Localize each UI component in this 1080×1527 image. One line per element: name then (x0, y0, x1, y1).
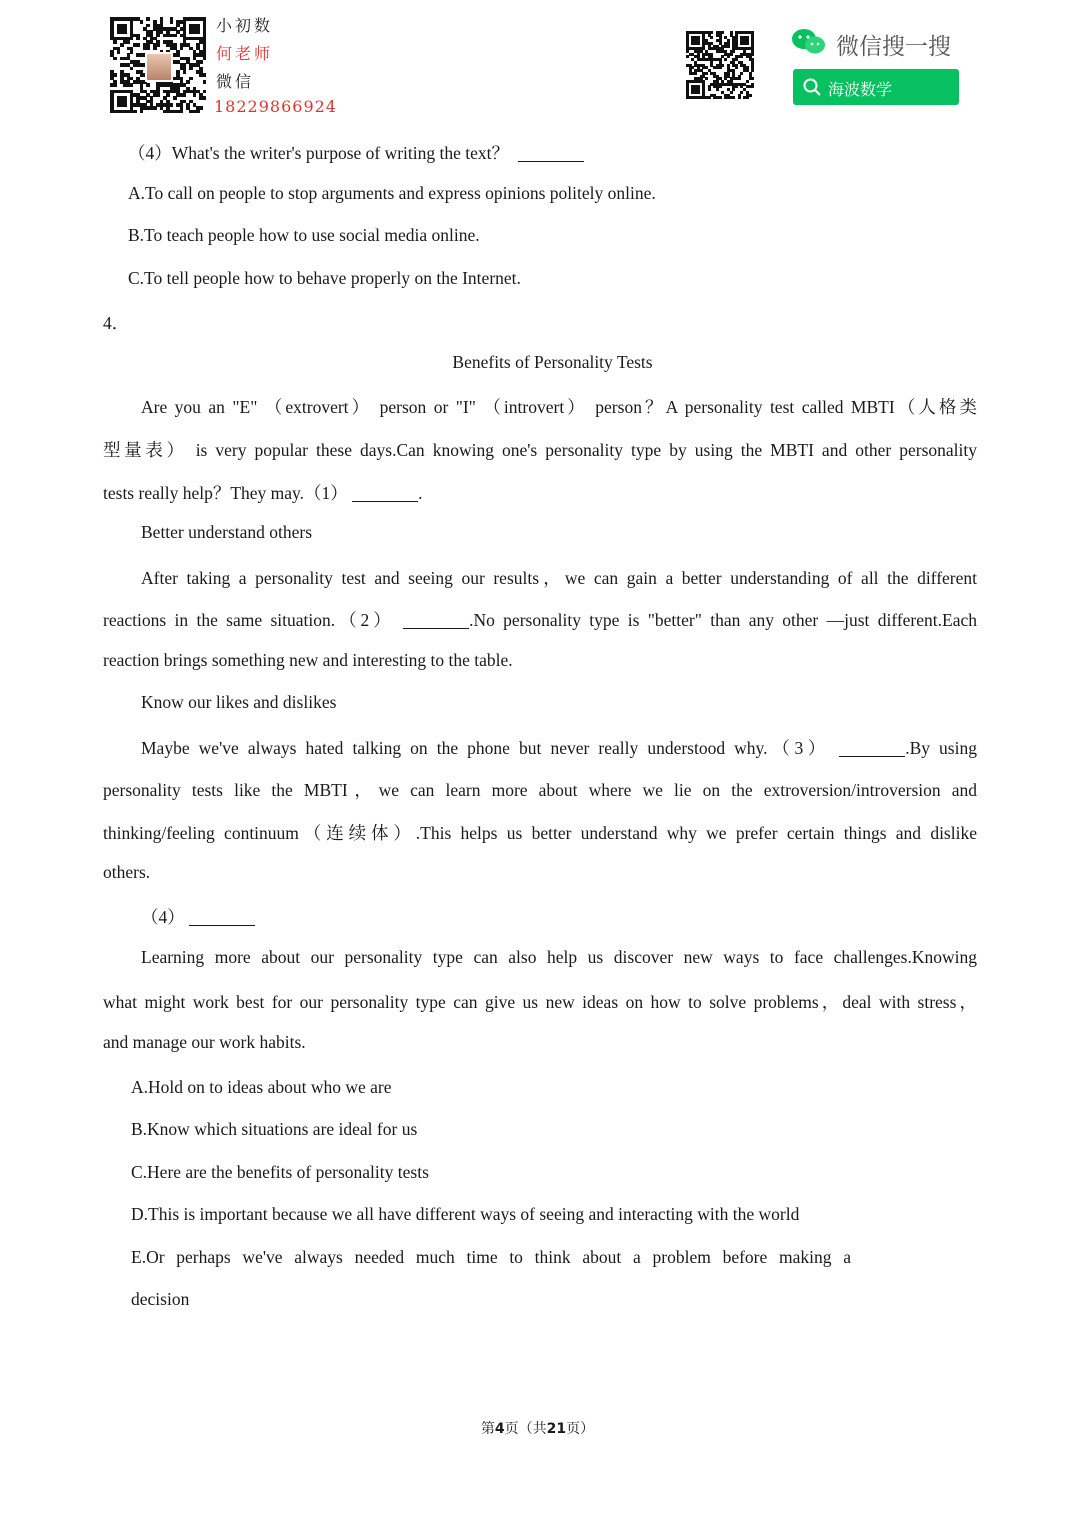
qr-module (136, 37, 140, 41)
passage-title: Benefits of Personality Tests (452, 352, 653, 372)
qr-module (203, 73, 207, 77)
qr-module (719, 66, 722, 69)
contact-line-3: 微信 (216, 72, 255, 91)
qr-module (170, 20, 174, 24)
p1-line2: 型量表） is very popular these days.Can knowing one's personality type by using the MBTI and other personality (103, 440, 977, 460)
qr-module (189, 67, 193, 71)
qr-module (732, 88, 735, 91)
qr-module (751, 69, 754, 72)
qr-module (196, 110, 200, 114)
qr-module (123, 30, 127, 34)
qr-module (170, 103, 174, 107)
qr-module (710, 36, 713, 39)
qr-module (730, 53, 733, 56)
qr-module (133, 110, 137, 114)
qr-module (719, 85, 722, 88)
qr-module (730, 91, 733, 94)
q3-option-c: C.To tell people how to behave properly on the Internet. (128, 268, 521, 288)
qr-module (186, 80, 190, 84)
qr-module (705, 77, 708, 80)
qr-module (740, 91, 743, 94)
qr-module (735, 85, 738, 88)
heading-likes-dislikes: Know our likes and dislikes (141, 692, 337, 712)
wechat-logo-icon (791, 27, 827, 57)
p4-line2: what might work best for our personality type can give us new ideas on how to solve problems，deal with stress， (103, 992, 977, 1012)
qr-module (146, 24, 150, 28)
qr-module (136, 43, 140, 47)
qr-module (719, 96, 722, 99)
p2-line2: reactions in the same situation.（2） .No personality type is "better" than any other —just different.Each (103, 610, 977, 630)
teacher-photo (145, 52, 173, 82)
qr-module (721, 31, 724, 34)
qr-module (193, 93, 197, 97)
qr-module (180, 110, 184, 114)
q4-option-c: C.Here are the benefits of personality tests (131, 1162, 429, 1182)
qr-module (130, 67, 134, 71)
p3-line4: others. (103, 862, 151, 882)
search-icon (803, 78, 821, 100)
qr-module (697, 42, 700, 45)
qr-module (189, 77, 193, 81)
qr-module (721, 64, 724, 67)
qr-module (140, 110, 144, 114)
qr-module (727, 45, 730, 48)
qr-module (751, 77, 754, 80)
qr-module (751, 53, 754, 56)
qr-module (113, 40, 117, 44)
p1-line3: tests really help？They may.（1） . (103, 483, 423, 503)
p2-line3: reaction brings something new and interesting to the table. (103, 650, 513, 670)
q3-option-b: B.To teach people how to use social media online. (128, 225, 480, 245)
qr-module (156, 93, 160, 97)
qr-module (173, 34, 177, 38)
p3-line3: thinking/feeling continuum（连续体）.This helps us better understand why we prefer certain things and dislike (103, 823, 977, 843)
qr-module (740, 55, 743, 58)
qr-module (180, 47, 184, 51)
p3-line1: Maybe we've always hated talking on the phone but never really understood why.（3） .By using (141, 738, 977, 758)
qr-module (738, 96, 741, 99)
qr-module (716, 88, 719, 91)
q4-option-a: A.Hold on to ideas about who we are (131, 1077, 392, 1097)
qr-module (130, 83, 134, 87)
qr-module (697, 91, 700, 94)
p2-line1: After taking a personality test and seeing our results，we can gain a better understanding of all the different (141, 568, 977, 588)
wechat-search-title: 微信搜一搜 (836, 34, 951, 60)
qr-module (153, 47, 157, 51)
search-button-label: 海波数学 (828, 80, 893, 99)
p4-line3: and manage our work habits. (103, 1032, 306, 1052)
heading-better-understand: Better understand others (141, 522, 313, 542)
qr-module (146, 47, 150, 51)
heading-4: （4） (141, 904, 255, 929)
qr-module (113, 73, 117, 77)
qr-module (156, 43, 160, 47)
q3-part4-question: （4）What's the writer's purpose of writing the text？ (128, 140, 584, 165)
qr-module (708, 88, 711, 91)
qr-module (156, 34, 160, 38)
qr-module (120, 43, 124, 47)
qr-module (117, 50, 121, 54)
qr-module (130, 50, 134, 54)
qr-module (183, 70, 187, 74)
qr-module (738, 77, 741, 80)
qr-module (140, 20, 144, 24)
answer-blank-1[interactable] (352, 484, 418, 502)
wechat-search-button[interactable] (793, 69, 959, 105)
qr-module (123, 103, 127, 107)
qr-module (727, 55, 730, 58)
qr-module (173, 96, 177, 100)
q3-option-a: A.To call on people to stop arguments and express opinions politely online. (128, 183, 656, 203)
qr-module (686, 55, 689, 58)
qr-module (127, 40, 131, 44)
qr-module (746, 80, 749, 83)
p4-line1: Learning more about our personality type can also help us discover new ways to face challenges.Knowing (141, 947, 977, 967)
qr-module (710, 31, 713, 34)
q4-option-e-line2: decision (131, 1289, 190, 1309)
qr-module (732, 50, 735, 53)
answer-blank-2[interactable] (403, 611, 469, 629)
qr-module (146, 83, 150, 87)
q4-option-d: D.This is important because we all have different ways of seeing and interacting with the world (131, 1204, 800, 1224)
qr-module (130, 37, 134, 41)
p3-line2: personality tests like the MBTI，we can learn more about where we lie on the extroversion/introversion and (103, 780, 977, 800)
qr-module (146, 17, 150, 21)
qr-module (751, 85, 754, 88)
qr-module (196, 30, 200, 34)
qr-module (708, 96, 711, 99)
answer-blank[interactable] (518, 144, 584, 162)
qr-module (749, 94, 752, 97)
p1-line1: Are you an "E" （extrovert） person or "I" （introvert） person？A personality test called MBTI（人格类 (141, 397, 977, 417)
qr-module (203, 96, 207, 100)
qr-module (746, 42, 749, 45)
contact-line-2: 何老师 (216, 44, 274, 63)
qr-module (732, 96, 735, 99)
qr-module (113, 83, 117, 87)
qr-module (746, 96, 749, 99)
q4-option-b: B.Know which situations are ideal for us (131, 1119, 418, 1139)
qr-module (153, 106, 157, 110)
qr-module (694, 72, 697, 75)
answer-blank-4[interactable] (189, 908, 255, 926)
qr-module (199, 106, 203, 110)
qr-code-wechat (686, 31, 754, 99)
contact-line-1: 小初数 (216, 16, 274, 35)
qr-module (203, 80, 207, 84)
page-footer: 第4页（共21页） (480, 1421, 595, 1437)
answer-blank-3[interactable] (839, 739, 905, 757)
qr-module (183, 93, 187, 97)
qr-module (705, 72, 708, 75)
contact-phone: 18229866924 (214, 97, 337, 116)
q4-number: 4． (103, 313, 130, 333)
qr-module (735, 66, 738, 69)
q4-option-e-line1: E.Or perhaps we've always needed much time to think about a problem before making a (131, 1247, 851, 1267)
qr-module (113, 57, 117, 61)
qr-module (203, 90, 207, 94)
qr-module (740, 72, 743, 75)
qr-module (203, 57, 207, 61)
qr-module (199, 60, 203, 64)
qr-module (166, 93, 170, 97)
qr-module (724, 58, 727, 61)
